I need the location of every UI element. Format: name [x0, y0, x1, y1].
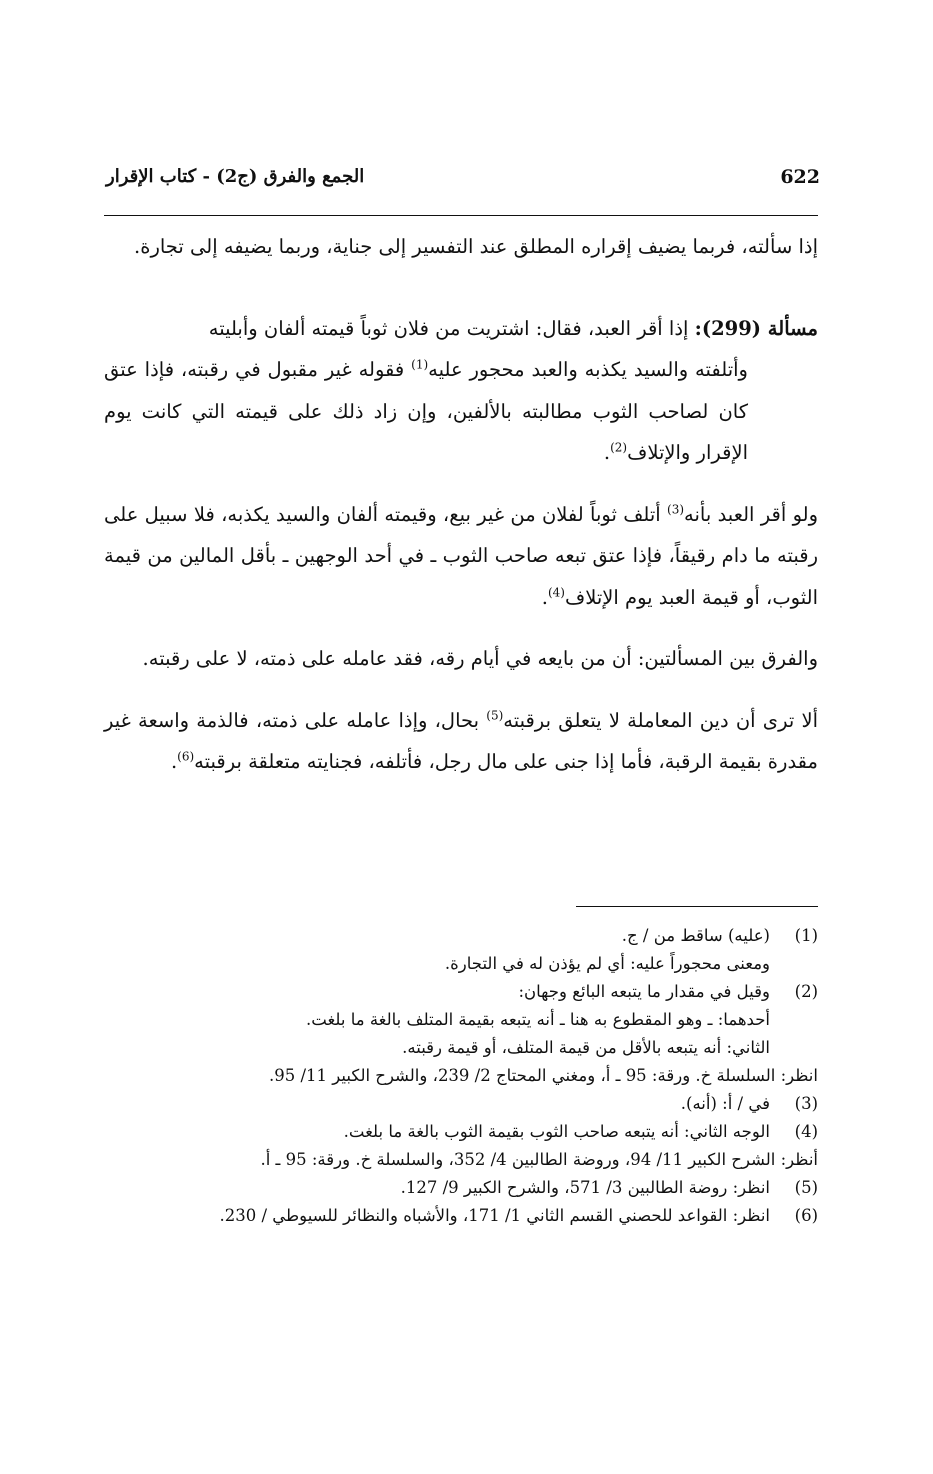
paragraph-text: بحال، وإذا عامله على ذمته، فالذمة واسعة غير مقدرة بقيمة الرقبة، فأما إذا جنى على مال رجل، فأتلفه، فجنايته متعلقة برقبته [104, 708, 818, 773]
paragraph-text: والفرق بين المسألتين: أن من بايعه في أيام رقه، فقد عامله على ذمته، لا على رقبته. [142, 647, 818, 670]
issue-text: وأتلفته والسيد يكذبه والعبد محجور عليه [428, 358, 748, 381]
footnote-6 [104, 1202, 818, 1230]
issue-continuation [104, 349, 748, 474]
paragraph [104, 700, 818, 783]
footnote-5 [104, 1174, 818, 1202]
footnote-number: (5) [794, 1178, 818, 1197]
issue-text: فقوله غير مقبول في رقبته، فإذا عتق كان لصاحب الثوب مطالبته بالألفين، وإن زاد ذلك على قيمته التي كانت يوم الإقرار والإتلاف [104, 358, 748, 464]
footnote-ref-6[interactable]: (6) [177, 749, 195, 764]
running-title: الجمع والفرق (ج2) - كتاب الإقرار [106, 166, 365, 187]
issue-paragraph [104, 308, 818, 474]
footnote-line: انظر: السلسلة خ. ورقة: 95 ـ أ، ومغني المحتاج 2/ 239، والشرح الكبير 11/ 95. [268, 1066, 818, 1085]
footnote-number: (3) [794, 1094, 818, 1113]
paragraph-continuation [104, 226, 818, 268]
footnote-line: ومعنى محجوراً عليه: أي لم يؤذن له في التجارة. [444, 954, 770, 973]
footnote-ref-4[interactable]: (4) [547, 585, 565, 599]
footnote-ref-1[interactable]: (1) [411, 357, 429, 372]
footnote-3 [104, 1090, 818, 1118]
paragraph-text: إذا سألته، فربما يضيف إقراره المطلق عند التفسير إلى جناية، وربما يضيفه إلى تجارة. [134, 235, 818, 258]
footnote-line: الوجه الثاني: أنه يتبعه صاحب الثوب بقيمة الثوب بالغة ما بلغت. [343, 1122, 770, 1141]
paragraph-text: أتلف ثوباً لفلان من غير بيع، وقيمته ألفان والسيد يكذبه، فلا سبيل على رقبته ما دام رقيقاً، فإذا عتق تبعه صاحب الثوب ـ في أحد الوجهين ـ بأقل المالين من قيمة الثوب، أو قيمة العبد يوم الإتلاف [104, 502, 818, 609]
paragraph [104, 638, 818, 680]
issue-label: مسألة (299): [694, 316, 818, 340]
footnote-number: (2) [794, 982, 818, 1001]
paragraph [104, 494, 818, 619]
page-number: 622 [780, 166, 820, 188]
paragraph-text: ولو أقر العبد بأنه [684, 502, 818, 526]
footnote-separator [576, 906, 818, 907]
footnote-ref-5[interactable]: (5) [486, 708, 504, 722]
footnote-line: أحدهما: ـ وهو المقطوع به هنا ـ أنه يتبعه بقيمة المتلف بالغة ما بلغت. [306, 1010, 770, 1029]
footnote-body [104, 1118, 818, 1174]
footnote-ref-3[interactable]: (3) [667, 502, 685, 516]
footnote-number: (6) [794, 1206, 818, 1225]
footnote-line: في / أ: (أنه). [680, 1094, 770, 1113]
footnotes [104, 922, 818, 1230]
footnote-line: (عليه) ساقط من / ج. [621, 926, 770, 945]
issue-text-end: . [603, 441, 611, 464]
footnote-body [104, 1202, 770, 1230]
paragraph-text: ألا ترى أن دين المعاملة لا يتعلق برقبته [503, 708, 818, 732]
footnote-line: الثاني: أنه يتبعه بالأقل من قيمة المتلف، أو قيمة رقبته. [402, 1038, 770, 1057]
header-rule [104, 215, 818, 216]
footnote-4 [104, 1118, 818, 1174]
footnote-line: وقيل في مقدار ما يتبعه البائع وجهان: [518, 982, 770, 1001]
footnote-line: انظر: روضة الطالبين 3/ 571، والشرح الكبير 9/ 127. [400, 1178, 770, 1197]
main-text [104, 226, 818, 803]
footnote-line: انظر: القواعد للحصني القسم الثاني 1/ 171، والأشباه والنظائر للسيوطي / 230. [219, 1206, 770, 1225]
footnote-2 [104, 978, 818, 1090]
footnote-line: أنظر: الشرح الكبير 11/ 94، وروضة الطالبين 4/ 352، والسلسلة خ. ورقة: 95 ـ أ. [260, 1150, 818, 1169]
footnote-1 [104, 922, 818, 978]
footnote-body [104, 1090, 770, 1118]
footnote-ref-2[interactable]: (2) [610, 440, 628, 455]
footnote-body [104, 1174, 770, 1202]
footnote-body [104, 978, 818, 1090]
paragraph-text-end: . [541, 585, 548, 609]
running-header [106, 166, 820, 202]
footnote-number: (1) [794, 926, 818, 945]
issue-text-line1: إذا أقر العبد، فقال: اشتريت من فلان ثوباً قيمته ألفان وأبليته [208, 316, 695, 340]
footnote-number: (4) [794, 1122, 818, 1141]
paragraph-text-end: . [170, 750, 178, 773]
footnote-body [104, 922, 770, 978]
